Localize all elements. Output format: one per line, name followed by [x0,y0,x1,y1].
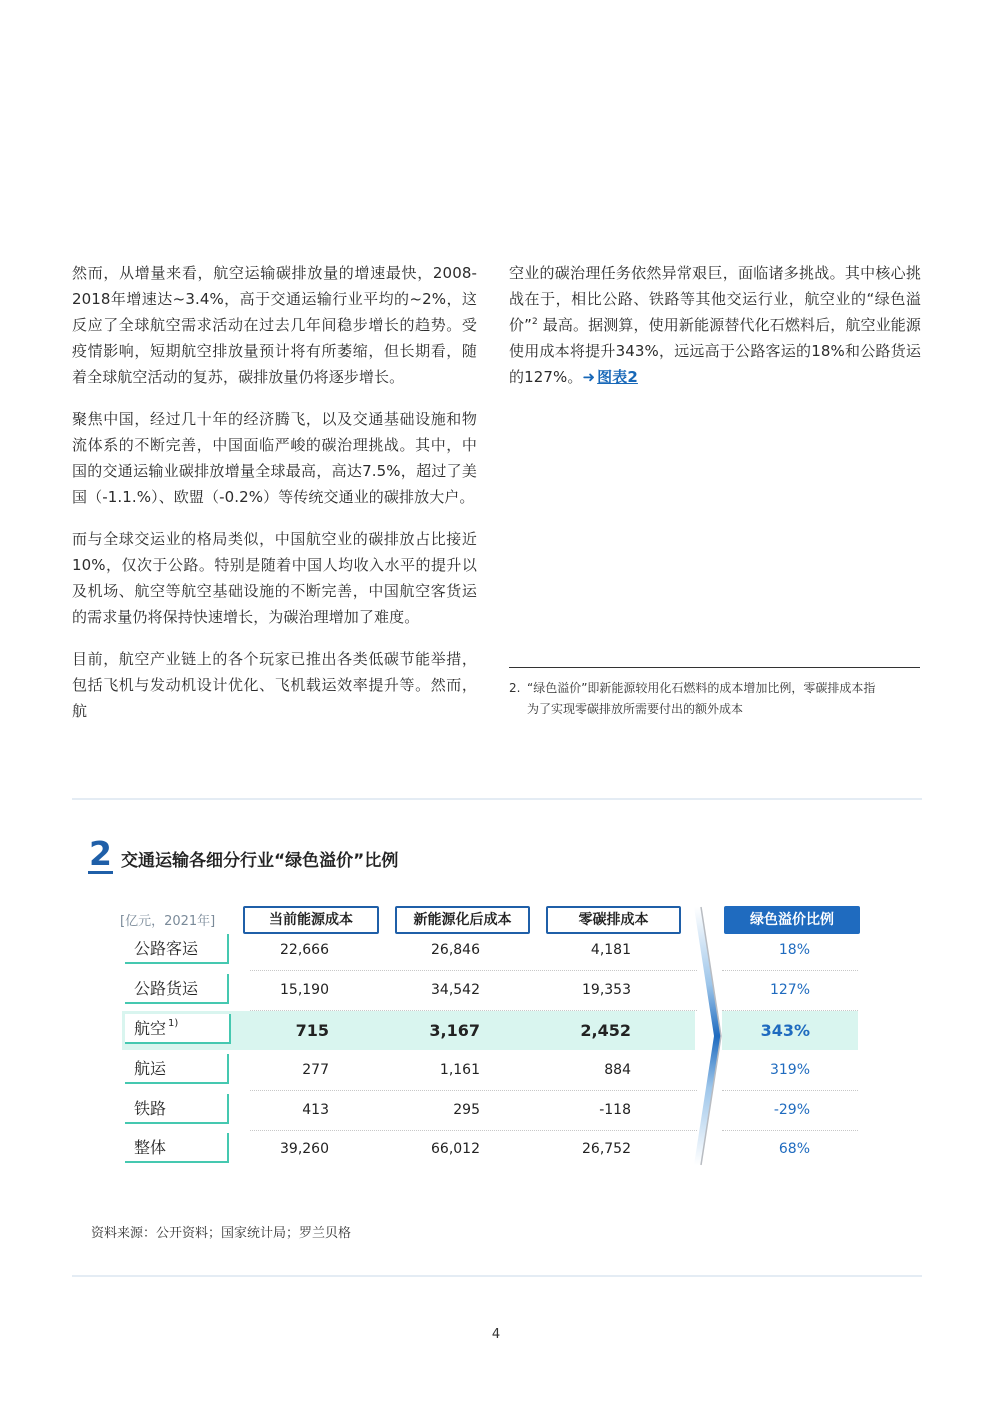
row-label: 公路货运 [125,974,229,1004]
header-new-energy-cost: 新能源化后成本 [395,906,530,934]
cell-green-premium: -29% [773,1102,810,1118]
paragraph: 聚焦中国，经过几十年的经济腾飞，以及交通基础设施和物流体系的不断完善，中国面临严峻的碳治理挑战。其中，中国的交通运输业碳排放增量全球最高，高达7.5%，超过了美国（-1.1.%）、欧盟（-0.2%）等传统交通业的碳排放大户。 [72,410,477,506]
chart-number: 2 [89,834,112,873]
cell-current-cost: 715 [295,1021,329,1040]
cell-zero-carbon-cost: 4,181 [590,942,631,958]
cell-current-cost: 15,190 [280,982,329,998]
page-number: 4 [491,1327,501,1342]
paragraph-text-b: 最高。据测算，使用新能源替代化石燃料后，航空业能源使用成本将提升343%，远远高于公路客运的18%和公路货运的127%。 [509,316,921,386]
cell-new-energy-cost: 3,167 [429,1021,480,1040]
row-footnote-ref: 1) [168,1017,179,1029]
row-label: 航空 $^{1)}$ [125,1014,231,1044]
cell-zero-carbon-cost: 19,353 [582,982,631,998]
source-note: 资料来源：公开资料；国家统计局；罗兰贝格 [91,1226,352,1241]
paragraph: 然而，从增量来看，航空运输碳排放量的增速最快，2008-2018年增速达~3.4%，高于交通运输行业平均的~2%，这反应了全球航空需求活动在过去几年间稳步增长的趋势。受疫情影响，短期航空排放量预计将有所萎缩，但长期看，随着全球航空活动的复苏，碳排放量仍将逐步增长。 [72,264,477,386]
section-divider [72,798,922,800]
table-row [122,1130,858,1169]
arrow-right-icon: ➜ [582,368,596,386]
chart-title [88,834,398,874]
cell-new-energy-cost: 26,846 [431,942,480,958]
table-row-highlighted [122,1011,858,1050]
footnote-line-1: “绿色溢价”即新能源较用化石燃料的成本增加比例，零碳排成本指 [527,681,876,695]
left-column [72,260,477,740]
cell-new-energy-cost: 66,012 [431,1141,480,1157]
unit-label: [亿元，2021年] [120,914,216,929]
footnote [509,678,921,720]
cell-current-cost: 39,260 [280,1141,329,1157]
footnote-ref[interactable]: 2 [532,317,538,327]
right-column [509,260,921,406]
row-label: 公路客运 [125,934,229,964]
header-zero-carbon-cost: 零碳排成本 [546,906,681,934]
footnote-number: 2. [509,681,521,695]
cell-zero-carbon-cost: 2,452 [580,1021,631,1040]
cell-zero-carbon-cost: 26,752 [582,1141,631,1157]
row-label: 整体 [125,1133,229,1163]
paragraph: 而与全球交运业的格局类似，中国航空业的碳排放占比接近10%，仅次于公路。特别是随着中国人均收入水平的提升以及机场、航空等航空基础设施的不断完善，中国航空客货运的需求量仍将保持快速增长，为碳治理增加了难度。 [72,530,477,626]
table-row [122,1051,858,1090]
cell-new-energy-cost: 295 [453,1102,480,1118]
cell-current-cost: 277 [302,1062,329,1078]
cell-zero-carbon-cost: -118 [599,1102,631,1118]
row-label: 航运 [125,1054,229,1084]
cell-green-premium: 343% [760,1021,810,1040]
section-divider [72,1275,922,1277]
paragraph [509,260,921,390]
cell-green-premium: 127% [769,982,810,998]
chart-title-text: 交通运输各细分行业“绿色溢价”比例 [120,851,399,871]
table-row [122,971,858,1010]
cell-green-premium: 319% [769,1062,810,1078]
footnote-line-2: 为了实现零碳排放所需要付出的额外成本 [527,702,744,716]
cell-new-energy-cost: 1,161 [439,1062,480,1078]
table-row [122,931,858,970]
paragraph: 目前，航空产业链上的各个玩家已推出各类低碳节能举措，包括飞机与发动机设计优化、飞机载运效率提升等。然而，航 [72,650,477,720]
header-current-cost: 当前能源成本 [243,906,379,934]
paragraph-text-a: 空业的碳治理任务依然异常艰巨，面临诸多挑战。其中核心挑战在于，相比公路、铁路等其他交运行业，航空业的“绿色溢价” [509,264,921,334]
table-row [122,1091,858,1130]
footnote-divider [509,667,920,668]
cell-green-premium: 18% [778,942,810,958]
cell-current-cost: 413 [302,1102,329,1118]
row-label: 铁路 [125,1094,229,1124]
cell-zero-carbon-cost: 884 [604,1062,631,1078]
cell-current-cost: 22,666 [280,942,329,958]
cell-new-energy-cost: 34,542 [431,982,480,998]
header-green-premium: 绿色溢价比例 [724,906,860,934]
figure-link-label: 图表2 [597,368,638,386]
cell-green-premium: 68% [778,1141,810,1157]
figure-2-link[interactable] [582,368,637,386]
